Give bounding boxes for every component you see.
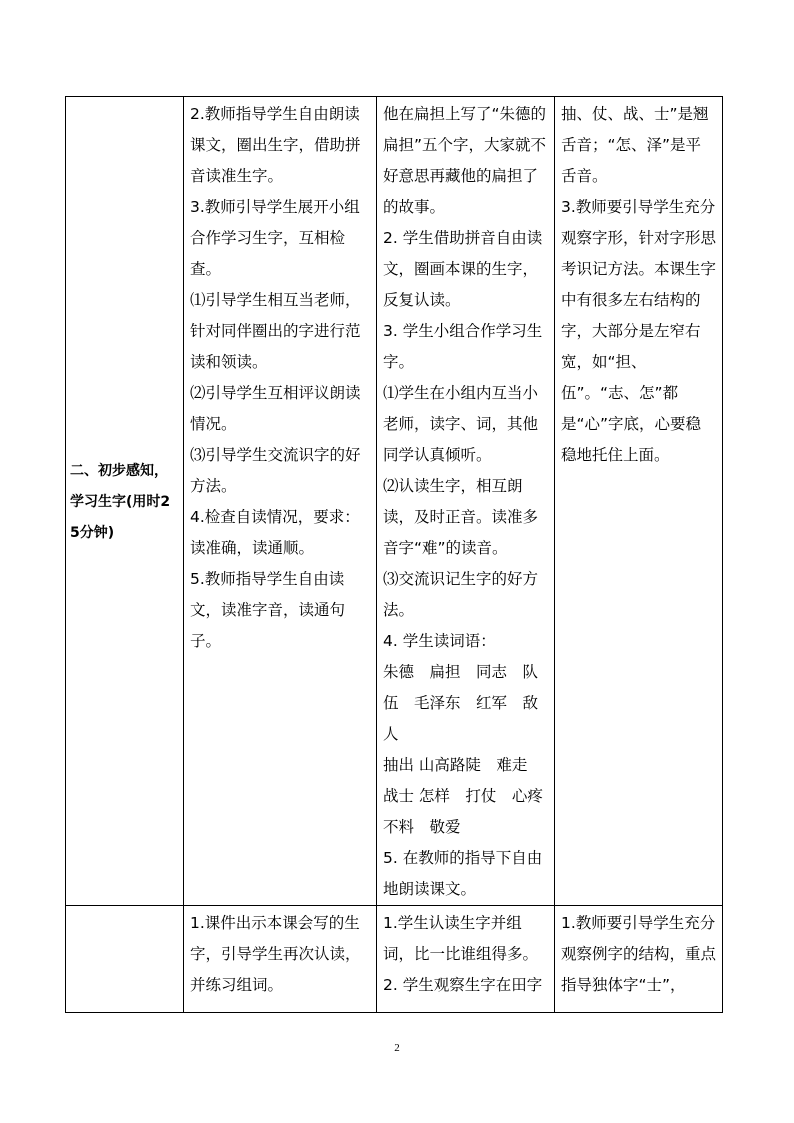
student-step: 4. 学生读词语： [383,632,496,650]
student-step: ⑴学生在小组内互当小老师，读字、词，其他同学认真倾听。 [383,384,539,464]
design-notes-cell [555,906,723,1013]
vocabulary-line: 不料 敬爱 [383,818,461,836]
student-step: 2. 学生观察生字在田字 [383,976,543,994]
teacher-step: 3.教师引导学生展开小组合作学习生字，互相检查。 [190,198,360,278]
teacher-step: 4.检查自读情况，要求：读准确，读通顺。 [190,508,360,557]
note-paragraph: 抽、仗、战、士”是翘舌音；“怎、泽”是平舌音。 [561,105,709,185]
design-notes-cell [555,97,723,906]
teacher-step: 1.课件出示本课会写的生字，引导学生再次认读，并练习组词。 [190,914,361,994]
vocabulary-line: 战士 怎样 打仗 心疼 [383,787,543,805]
teacher-step: ⑵引导学生互相评议朗读情况。 [190,384,361,433]
student-step: ⑶交流识记生字的好方法。 [383,570,539,619]
teacher-activity-cell [184,97,377,906]
teacher-step: 2.教师指导学生自由朗读课文，圈出生字，借助拼音读准生字。 [190,105,361,185]
teacher-step: ⑶引导学生交流识字的好方法。 [190,446,361,495]
student-activity-cell [377,97,555,906]
teacher-step: 5.教师指导学生自由读文，读准字音，读通句子。 [190,570,346,650]
note-paragraph: 3.教师要引导学生充分观察字形，针对字形思考识记方法。本课生字中有很多左右结构的字，大部分是左窄右宽，如“担、伍”。“志、怎”都是“心”字底，心要稳稳地托住上面。 [561,198,717,464]
page-number: 2 [394,1042,400,1054]
note-paragraph: 1.教师要引导学生充分观察例字的结构，重点指导独体字“士”， [561,914,717,994]
student-step: 他在扁担上写了“朱德的扁担”五个字，大家就不好意思再藏他的扁担了的故事。 [383,105,547,216]
teacher-step: ⑴引导学生相互当老师，针对同伴圈出的字进行范读和领读。 [190,291,361,371]
teacher-activity-cell [184,906,377,1013]
lesson-plan-table [65,96,723,1013]
section-cell [66,97,184,906]
table-row [66,97,723,906]
student-step: 1.学生认读生字并组词，比一比谁组得多。 [383,914,539,963]
table-row [66,906,723,1013]
student-activity-cell [377,906,555,1013]
student-step: 2. 学生借助拼音自由读文，圈画本课的生字，反复认读。 [383,229,543,309]
section-cell [66,906,184,1013]
student-step: 5. 在教师的指导下自由地朗读课文。 [383,849,543,898]
student-step: ⑵认读生字，相互朗读，及时正音。读准多音字“难”的读音。 [383,477,539,557]
vocabulary-line: 抽出 山高路陡 难走 [383,756,528,774]
vocabulary-line: 朱德 扁担 同志 队伍 毛泽东 红军 敌人 [383,663,539,743]
student-step: 3. 学生小组合作学习生字。 [383,322,543,371]
section-title: 二、初步感知，学习生字(用时25分钟) [70,462,171,541]
